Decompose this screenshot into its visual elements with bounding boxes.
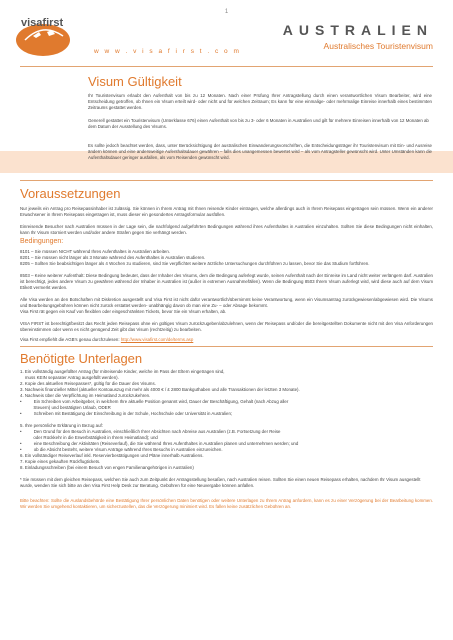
header-divider [20,66,433,67]
validity-paragraph-2: Generell gestattet ein Touristenvisum (Unterklasse 676) einen Aufenthalt von bis zu 3- oder 6 Monaten in Australien und gilt für mehrere Einreisen innerhalb von 12 Monaten ab dem Datum der Ausstellung des Visums. [88,118,429,129]
document-list-item: • ob die Absicht besteht, weitere Visum Anträge während Ihres Besuchs in Australien einzureichen. [20,447,223,452]
document-list-item: muss KEIN separater Antrag ausgefüllt werden). [20,375,119,380]
section-divider-1 [20,180,433,181]
requirements-paragraph-2: Einreisende Besucher nach Australien müssen in der Lage sein, die nachfolgend aufgeführten Bedingungen während ihres Aufenthaltes in Australien einzuhalten. Sollten Sie diese Bedingungen nicht einhalten, kann Ihr Visum storniert werden und/oder andere Strafen gegen Sie verhängt werden. [20,224,433,235]
note-text: Sollte die Auslandsbehörde eine Bestätigung Ihrer persönlichen Daten benötigen oder weitere Unterlagen zu Ihrem Antrag anfordern, kann es zu einer Verzögerung bei der Bearbeitung kommen. Wir werden Sie umgehend kontaktieren, um sicherzustellen, das die Verzögerung minimiert wird. Es fallen keine zusätzlichen Gebühren an. [20,498,434,509]
country-heading: AUSTRALIEN [282,22,433,38]
document-list-item: • Schreiben mit Bestätigung der Einschreibung in der Schule, Hochschule oder Universität in Australien; [20,411,233,416]
document-list-item: 5. Ihre persönliche Erklärung in Bezug auf: [20,423,103,428]
section-title-requirements: Voraussetzungen [20,186,121,201]
document-list-item: • Den Grund für den Besuch in Australien, einschließlich Ihrer Absichten nach Abreise aus Australien (z.B. Fortsetzung der Reise [20,429,281,434]
agb-line [20,337,433,343]
document-list-item: oder Rückkehr in die Erwerbstätigkeit in Ihrem Heimatland); und [20,435,158,440]
note-paragraph [20,498,433,510]
document-list-item: 2. Kopie des aktuellen Reisepasses*, gültig für die Dauer des Visums. [20,381,156,386]
condition-item: 8201 – Sie müssen nicht länger als 3 Monate während des Aufenthaltes in Australien studieren. [20,255,206,260]
condition-item: 8101 – Sie müssen NICHT während Ihres Aufenthaltes in Australien arbeiten. [20,249,171,254]
visafirst-logo[interactable] [13,12,73,58]
section-title-documents: Benötigte Unterlagen [20,351,143,366]
document-list-item: 1. Ein vollständig ausgefüllter Antrag (für mitreisende Kinder, welche im Pass der Eltern eingetragen sind, [20,369,225,374]
passport-footnote: * Sie müssen mit dem gleichen Reisepass, welchen Sie auch zum Zeitpunkt der Antragsstellung besaßen, nach Australien reisen. Sollten Sie einen neuen Reisepass erhalten, nachdem Ihr Visum ausgestellt wurde, wenden Sie sich bitte an den Visa First Help Desk zur Beratung. Gebühren für eine Neuvergabe können anfallen. [20,477,421,488]
document-list-item: 7. Kopie eines gekauften Rückflugtickets. [20,459,101,464]
section-divider-2 [20,346,433,347]
condition-item: 8503 – Keine weiterer Aufenthalt: Diese Bedingung bedeutet, dass der Inhaber des Visums, dem die Bedingung auferlegt wurde, seinen Aufenthalt nach der Einreise im Land nicht weiter verlängern darf. Australien ist berechtigt, jedes andere Visum zu gewähren während der Inhaber in Australien ist (außer in extremen Ausnahmefällen). Wenn die Bedingung 8503 Ihrem Visum auferlegt wird, wird diese auch auf dem Visum Etikett vermerkt werden. [20,273,433,290]
note-label: Bitte beachten: [20,498,50,503]
requirements-paragraph-1: Nur jeweils ein Antrag pro Reisepassinhaber ist zulässig. Sie können in Ihrem Antrag mit Ihnen reisende Kinder eintragen, welche allerdings auch in Ihrem Reisepass eingetragen sein müssen. Wenn ein anderer Erwachsener in Ihrem Reisepass eingetragen ist, muss dieser ein gesondertes Antragsformular ausfüllen. [20,206,433,217]
document-list-item: 3. Nachweis finanzieller Mittel (aktueller Kontoauszug mit mehr als 4000 € / £ 2800 Bankguthaben und alle Transaktionen der letzten 3 Monate). [20,387,300,392]
documents-list [20,369,433,471]
agb-text: Visa First empfiehlt die AGB's genau durchzulesen: [20,337,121,342]
validity-paragraph-3: Es sollte jedoch beachtet werden, dass, unter Berücksichtigung der australischen Einwanderungsvorschriften, die Entscheidungsträger ihr Touristenvisum mit Ein- und Ausreise ändern können und eine andersweitige Aufenthaltsdauer gewähren – falls dies unangemessen bewertet wird – als vom Antragsteller gewünscht wird. Unter Umständen kann die Aufenthaltsdauer geringer ausfallen, als vom Reisenden gewünscht wird. [88,143,432,160]
condition-item: 8205 – Sollten Sie beabsichtigen länger als 4 Wochen zu studieren, sind Sie verpflichtet weitere ärztliche Untersuchungen durchführen zu lassen, bevor Sie das Studium fortführen. [20,261,370,266]
validity-paragraph-1: Ihr Touristenvisum erlaubt den Aufenthalt von bis zu 12 Monaten. Nach einer Prüfung Ihrer Antragstellung durch einen verantwortlichen Visum Bearbeiter, wird eine Entscheidung getroffen, ob Ihnen ein Visum erteilt wird- oder nicht und für welchen Zeitraum; Es kann für eine einmalige- oder mehrmalige Einreise innerhalb eines bestimmten Zeitraums gestattet werden. [88,93,432,110]
page-number: 1 [224,9,229,15]
visa-type-subtitle: Australisches Touristenvisum [323,41,433,51]
document-list-item: 6. Ein vollständiger Reiseverlauf inkl. Reservierbestätigungen und Pläne innerhalb Australiens. [20,453,204,458]
document-list-item: • eine Beschreibung der Aktivitäten (Reiseverlauf), die Sie während Ihres Aufenthaltes in Australien planen und unternehmen werden; und [20,441,299,446]
logo-wordmark: visafirst [21,17,64,29]
requirements-paragraph-4: VISA FIRST ist berechtigt/besitzt das Recht jeden Reisepass ohne ein gültiges Visum zurückzugeben/abzulehnen, wenn der Reisepass und/oder die bereitgestellten Dokumente nicht mit den Visa Anforderungen übereinstimmen oder wenn es nicht genügend Zeit gibt das Visum (rechtzeitig) zu bearbeiten. [20,321,433,332]
document-list-item: 8. Einladungsschreiben (bei einem Besuch von engen Familienangehörigen in Australien) [20,465,194,470]
requirements-ticket-note: Visa First rät gegen ein Kauf von flexiblen oder eingeschränkten Tickets, bevor Sie ein Visum erhalten, ab. [20,309,227,314]
conditions-heading: Bedingungen: [20,238,64,245]
requirements-paragraph-3: Alle Visa werden an den Botschaften mit Diskretion ausgestellt und Visa First ist nicht dafür verantwortlich/übernimmt keine Verantwortung, wenn ein Visumsantrag zurückgewiesen/abgewiesen wird. Die Visums und Bearbeitungsgebühren können nicht zurück erstattet werden- unabhängig davon ob man eine Zu- – oder Absage bekommt. [20,297,433,308]
site-url[interactable]: w w w . v i s a f i r s t . c o m [94,48,241,55]
document-list-item: 4. Nachweis über die Verpflichtung im Heimatland zurückzukehren. [20,393,151,398]
section-title-validity: Visum Gültigkeit [88,74,182,89]
document-list-item: • Ein Schreiben vom Arbeitgeber, in welchem Ihre aktuelle Position genannt wird, Dauer der Beschäftigung, Gehalt (nach Abzug aller [20,399,289,404]
document-list-item: Steuern) und bestätigten Urlaub, ODER [20,405,111,410]
agb-link[interactable]: http://www.visafirst.com/de/terms.asp [120,337,194,342]
